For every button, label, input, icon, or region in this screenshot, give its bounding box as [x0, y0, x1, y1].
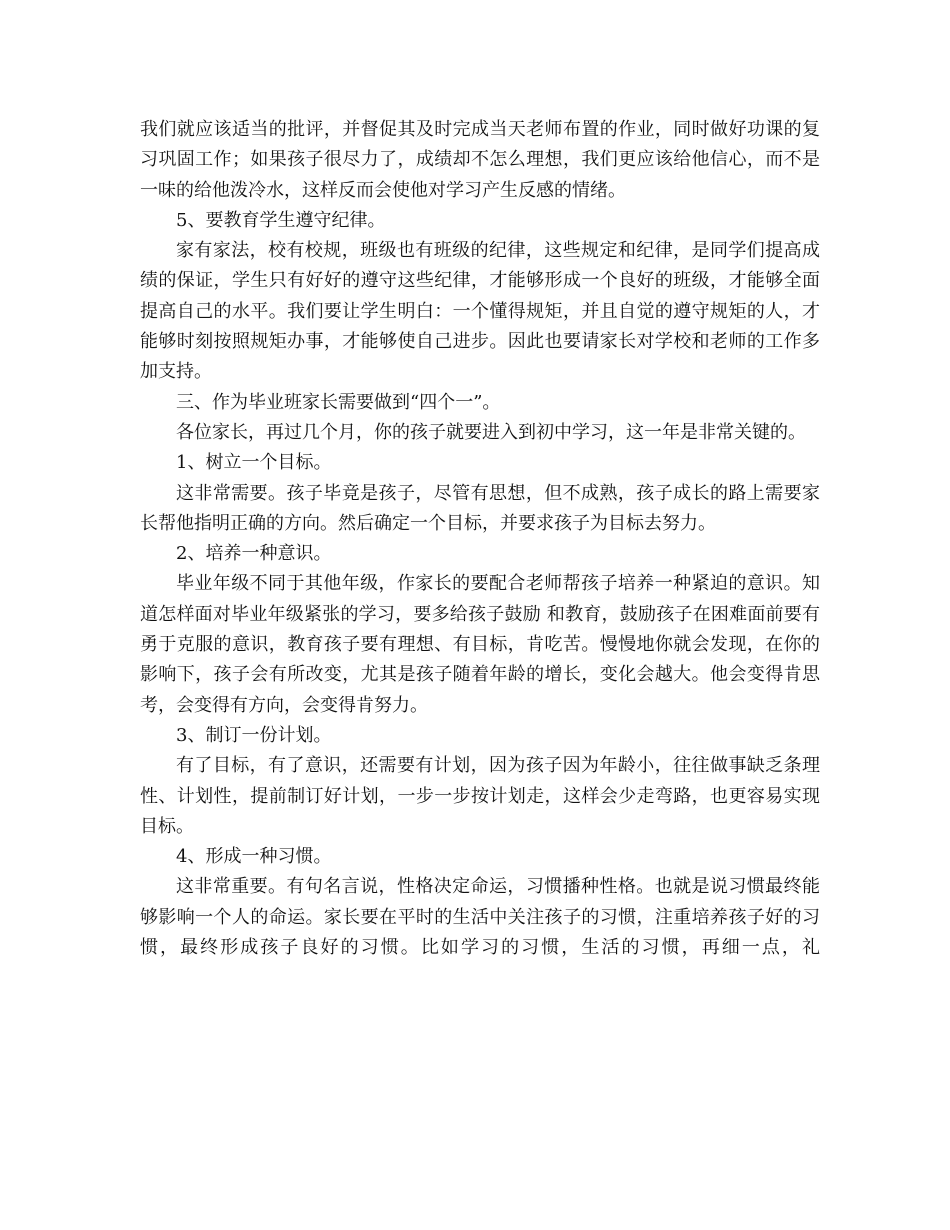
- paragraph-discipline: 家有家法，校有校规，班级也有班级的纪律，这些规定和纪律，是同学们提高成绩的保证，学生只有好好的遵守这些纪律，才能够形成一个良好的班级，才能够全面提高自己的水平。我们要让学生明白：一个懂得规矩，并且自觉的遵守规矩的人，才能够时刻按照规矩办事，才能够使自己进步。因此也要请家长对学校和老师的工作多加支持。: [140, 240, 820, 383]
- heading-item-1: 1、树立一个目标。: [176, 452, 332, 474]
- paragraph-awareness: 毕业年级不同于其他年级，作家长的要配合老师帮孩子培养一种紧迫的意识。知道怎样面对毕业年级紧张的学习，要多给孩子鼓励 和教育，鼓励孩子在困难面前要有勇于克服的意识，教育孩子要有理想、有目标，肯吃苦。慢慢地你就会发现，在你的影响下，孩子会有所改变，尤其是孩子随着年龄的增长，变化会越大。他会变得肯思考，会变得有方向，会变得肯努力。: [140, 573, 820, 716]
- paragraph-intro-parents: 各位家长，再过几个月，你的孩子就要进入到初中学习，这一年是非常关键的。: [176, 421, 806, 443]
- heading-item-3: 3、制订一份计划。: [176, 724, 332, 746]
- paragraph-plan: 有了目标，有了意识，还需要有计划，因为孩子因为年龄小，往往做事缺乏条理性、计划性，提前制订好计划，一步一步按计划走，这样会少走弯路，也更容易实现目标。: [140, 755, 820, 837]
- paragraph-continuation: 我们就应该适当的批评，并督促其及时完成当天老师布置的作业，同时做好功课的复习巩固工作；如果孩子很尽力了，成绩却不怎么理想，我们更应该给他信心，而不是一味的给他泼冷水，这样反而会使他对学习产生反感的情绪。: [140, 119, 820, 201]
- heading-rule-5: 5、要教育学生遵守纪律。: [176, 209, 386, 231]
- document-body: [140, 115, 820, 963]
- paragraph-habit: 这非常重要。有句名言说，性格决定命运，习惯播种性格。也就是说习惯最终能够影响一个人的命运。家长要在平时的生活中关注孩子的习惯，注重培养孩子好的习惯，最终形成孩子良好的习惯。比如学习的习惯，生活的习惯，再细一点，礼: [140, 876, 820, 959]
- section-heading-three: 三、作为毕业班家长需要做到“四个一”。: [176, 391, 501, 413]
- heading-item-4: 4、形成一种习惯。: [176, 846, 332, 868]
- heading-item-2: 2、培养一种意识。: [176, 543, 332, 565]
- paragraph-goal: 这非常需要。孩子毕竟是孩子，尽管有思想，但不成熟，孩子成长的路上需要家长帮他指明正确的方向。然后确定一个目标，并要求孩子为目标去努力。: [140, 482, 820, 534]
